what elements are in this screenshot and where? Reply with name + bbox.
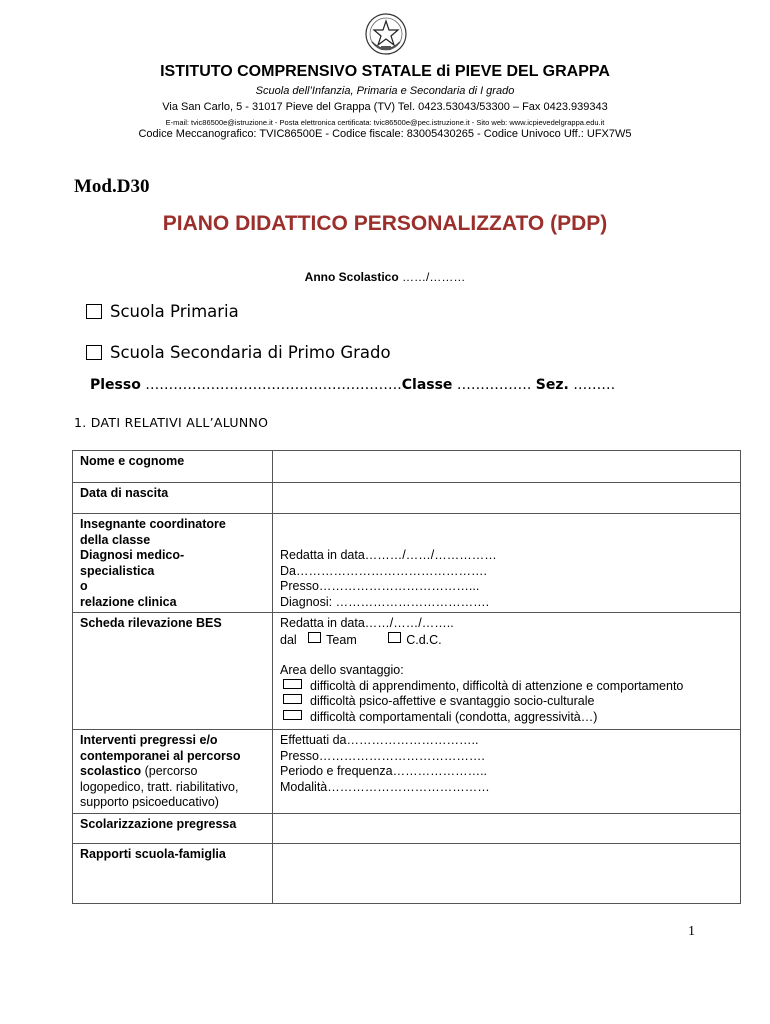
plesso-field[interactable]: ………………………………………………. <box>140 377 402 393</box>
checkbox-icon[interactable] <box>388 632 401 643</box>
row-label <box>73 514 273 549</box>
diagnosi-redatta[interactable]: Redatta in data………/……/…………… <box>280 548 497 562</box>
scheda-field <box>273 613 741 730</box>
label-line: Diagnosi medico- <box>80 548 185 562</box>
dal-label: dal <box>280 632 297 647</box>
school-address: Via San Carlo, 5 - 31017 Pieve del Grappa (TV) Tel. 0423.53043/53300 – Fax 0423.939343 <box>162 101 608 113</box>
school-year-value: ……/……… <box>398 270 466 284</box>
label-line: Insegnante coordinatore <box>80 517 226 531</box>
sez-label: Sez. <box>535 377 569 393</box>
classe-field[interactable]: ……………. <box>452 377 536 393</box>
option-label: Scuola Secondaria di Primo Grado <box>110 343 391 362</box>
row-label: Nome e cognome <box>73 451 273 483</box>
interventi-presso[interactable]: Presso…………………………………. <box>280 748 485 763</box>
plesso-label: Plesso <box>90 377 141 393</box>
checkbox-icon[interactable] <box>283 679 302 689</box>
row-label <box>73 548 273 613</box>
area-item-label: difficoltà di apprendimento, difficoltà di attenzione e comportamento <box>310 678 684 693</box>
diagnosi-field[interactable] <box>273 548 741 613</box>
row-label: Rapporti scuola-famiglia <box>73 843 273 903</box>
document-title: PIANO DIDATTICO PERSONALIZZATO (PDP) <box>162 212 608 235</box>
area-item-label: difficoltà psico-affettive e svantaggio socio-culturale <box>310 694 595 708</box>
diagnosi-da[interactable]: Da………………………………………. <box>280 563 487 578</box>
label-line: specialistica <box>80 563 155 578</box>
table-row <box>73 730 741 814</box>
interventi-field <box>273 730 741 814</box>
plesso-classe-line <box>90 377 615 393</box>
checkbox-icon[interactable] <box>86 345 102 360</box>
label-line: della classe <box>80 532 151 547</box>
school-year-label: Anno Scolastico <box>304 270 399 284</box>
label-line: Interventi pregressi e/o <box>80 733 218 747</box>
checkbox-icon[interactable] <box>283 710 302 720</box>
republic-emblem-icon <box>364 12 408 56</box>
scheda-redatta[interactable]: Redatta in data……/……/…….. <box>280 616 454 630</box>
label-line: relazione clinica <box>80 594 177 609</box>
table-row <box>73 451 741 483</box>
option-scuola-primaria[interactable] <box>86 302 239 321</box>
diagnosi-presso[interactable]: Presso………………………………... <box>280 579 480 593</box>
table-row <box>73 514 741 549</box>
nome-field[interactable] <box>273 451 741 483</box>
table-row <box>73 613 741 730</box>
rapporti-field[interactable] <box>273 843 741 903</box>
checkbox-icon[interactable] <box>308 632 321 643</box>
option-scuola-secondaria[interactable] <box>86 343 391 362</box>
cdc-label: C.d.C. <box>406 632 442 647</box>
table-row <box>73 548 741 613</box>
row-label: Scolarizzazione pregressa <box>73 813 273 843</box>
school-subtitle: Scuola dell’Infanzia, Primaria e Secondaria di I grado <box>255 85 515 97</box>
row-label <box>73 730 273 814</box>
label-part: scolastico <box>80 764 142 778</box>
area-item[interactable] <box>280 679 734 695</box>
option-label: Scuola Primaria <box>110 302 239 321</box>
checkbox-icon[interactable] <box>86 304 102 319</box>
label-line: o <box>80 579 88 593</box>
interventi-modalita[interactable]: Modalità………………………………… <box>280 779 490 794</box>
table-row <box>73 483 741 514</box>
diagnosi-diagnosi[interactable]: Diagnosi: ………………………………. <box>280 594 490 609</box>
checkbox-icon[interactable] <box>283 694 302 704</box>
page-number: 1 <box>688 924 695 939</box>
school-contacts: E-mail: tvic86500e@istruzione.it - Posta elettronica certificata: tvic86500e@pec.istruzione.it - Sito web: www.icpievedelgrappa.edu.it <box>165 118 605 127</box>
label-line: supporto psicoeducativo) <box>80 795 219 809</box>
label-line <box>80 764 266 780</box>
area-item[interactable] <box>280 694 734 710</box>
table-row <box>73 813 741 843</box>
row-label: Data di nascita <box>73 483 273 514</box>
data-nascita-field[interactable] <box>273 483 741 514</box>
school-year <box>0 270 770 284</box>
scolarizzazione-field[interactable] <box>273 813 741 843</box>
scheda-dal-line <box>280 632 734 649</box>
student-data-table <box>72 450 741 904</box>
area-label: Area dello svantaggio: <box>280 663 404 677</box>
insegnante-field[interactable] <box>273 514 741 549</box>
module-code: Mod.D30 <box>74 176 150 197</box>
table-row <box>73 843 741 903</box>
interventi-periodo[interactable]: Periodo e frequenza………………….. <box>280 764 488 778</box>
interventi-effettuati[interactable]: Effettuati da………………………….. <box>280 733 479 747</box>
row-label: Scheda rilevazione BES <box>73 613 273 730</box>
school-codes: Codice Meccanografico: TVIC86500E - Codice fiscale: 83005430265 - Codice Univoco Uff.: UFX7W5 <box>138 128 632 140</box>
label-line: contemporanei al percorso <box>80 748 241 763</box>
section-title: 1. DATI RELATIVI ALL’ALUNNO <box>74 415 269 430</box>
sez-field[interactable]: ……… <box>568 377 616 393</box>
label-line: logopedico, tratt. riabilitativo, <box>80 779 239 794</box>
team-label: Team <box>326 632 357 647</box>
classe-label: Classe <box>401 377 453 393</box>
area-item[interactable] <box>280 710 734 726</box>
area-item-label: difficoltà comportamentali (condotta, aggressività…) <box>310 709 598 724</box>
school-name: ISTITUTO COMPRENSIVO STATALE di PIEVE DEL GRAPPA <box>160 63 610 80</box>
label-part: (percorso <box>141 764 198 778</box>
